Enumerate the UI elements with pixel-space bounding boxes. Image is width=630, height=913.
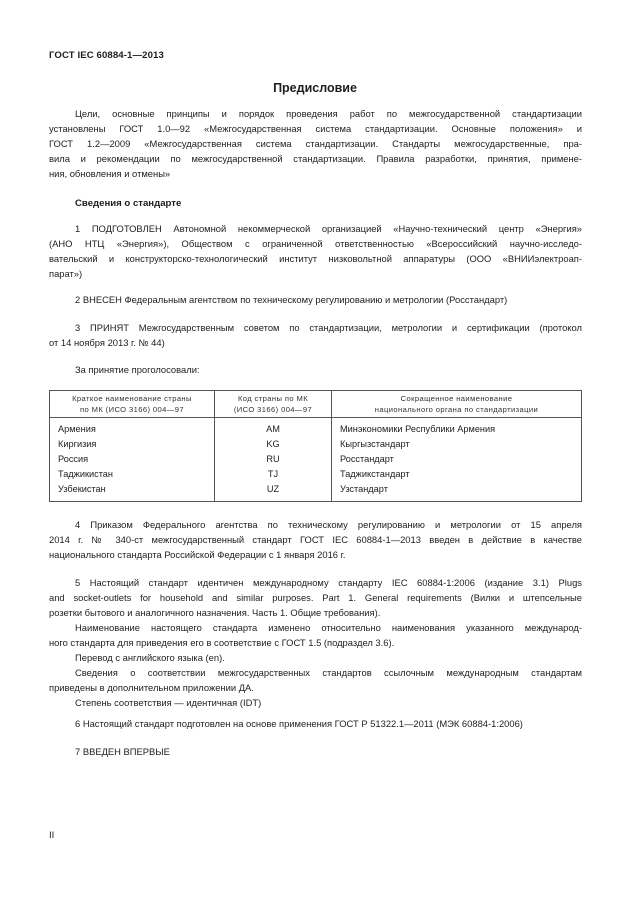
body-cell: Росстандарт [332,452,582,467]
voting-countries-table [49,390,582,502]
table-row [50,418,582,438]
body-cell: Минэкономики Республики Армения [332,418,582,438]
item-1-line: (АНО НТЦ «Энергия»), Обществом с ограниченной ответственностью «Всероссийский научно-исследо- [49,238,582,249]
page-number: II [49,830,55,841]
item-5-line: and socket-outlets for household and similar purposes. Part 1. General requirements (Вилки и штепсельные [49,592,582,603]
intro-line: ГОСТ 1.2—2009 «Межгосударственная система стандартизации. Стандарты межгосударственные, пра- [49,138,582,149]
intro-paragraph [49,106,582,181]
intro-line: вила и рекомендации по межгосударственной стандартизации. Правила разработки, принятия, примене- [49,153,582,164]
item-7-line: 7 ВВЕДЕН ВПЕРВЫЕ [75,746,170,757]
code-cell: RU [215,452,332,467]
item-3-line: от 14 ноября 2013 г. № 44) [49,337,165,348]
code-cell: TJ [215,467,332,482]
code-cell: KG [215,437,332,452]
item-1-line: вательский и конструкторско-технологический институт низковольтной аппаратуры (ООО «ВНИИэлектроап- [49,253,582,264]
table-row [50,437,582,452]
item-5-paragraph [49,575,582,710]
item-6-line: 6 Настоящий стандарт подготовлен на основе применения ГОСТ Р 51322.1—2011 (МЭК 60884-1:2006) [75,718,523,729]
item-5-name-line: ного стандарта для приведения его в соответствие с ГОСТ 1.5 (подраздел 3.6). [49,637,395,648]
item-1-line: 1 ПОДГОТОВЛЕН Автономной некоммерческой организацией «Научно-технический центр «Энергия» [75,223,582,234]
table-row [50,467,582,482]
item-1-paragraph [49,221,582,281]
column-header-country: Краткое наименование страны по МК (ИСО 3166) 004—97 [50,391,215,418]
item-5-line: 5 Настоящий стандарт идентичен международному стандарту IEC 60884-1:2006 (издание 3.1) Plugs [75,577,582,588]
column-header-code: Код страны по МК (ИСО 3166) 004—97 [215,391,332,418]
country-cell: Киргизия [50,437,215,452]
voting-label: За принятие проголосовали: [75,364,200,375]
item-4-line: 4 Приказом Федерального агентства по техническому регулированию и метрологии от 15 апреля [75,519,582,530]
item-2-line: 2 ВНЕСЕН Федеральным агентством по техническому регулированию и метрологии (Росстандарт) [75,294,508,305]
item-4-line: национального стандарта Российской Федерации с 1 января 2016 г. [49,549,346,560]
item-7-paragraph [49,744,582,759]
intro-line: ния, обновления и отмены» [49,168,171,179]
section-title: Сведения о стандарте [75,198,182,209]
item-6-paragraph [49,716,582,731]
country-cell: Россия [50,452,215,467]
table-row [50,482,582,502]
country-cell: Таджикистан [50,467,215,482]
item-4-paragraph [49,517,582,562]
body-cell: Кыргызстандарт [332,437,582,452]
document-code-header: ГОСТ IEC 60884-1—2013 [49,50,164,61]
item-5-conformity-line: Степень соответствия — идентичная (IDT) [75,697,262,708]
body-cell: Таджикстандарт [332,467,582,482]
table-row [50,452,582,467]
item-5-name-line: Наименование настоящего стандарта изменено относительно наименования указанного международ- [75,622,582,633]
country-cell: Узбекистан [50,482,215,502]
body-cell: Узстандарт [332,482,582,502]
intro-line: установлены ГОСТ 1.0—92 «Межгосударственная система стандартизации. Основные положения» и [49,123,582,134]
item-5-line: розетки бытового и аналогичного назначения. Часть 1. Общие требования). [49,607,381,618]
country-cell: Армения [50,418,215,438]
item-5-translation-line: Перевод с английского языка (en). [75,652,225,663]
code-cell: AM [215,418,332,438]
item-5-references-line: Сведения о соответствии межгосударственных стандартов ссылочным международным стандартам [75,667,582,678]
code-cell: UZ [215,482,332,502]
item-4-line: 2014 г. № 340-ст межгосударственный стандарт ГОСТ IEC 60884-1—2013 введен в действие в качестве [49,534,582,545]
intro-line: Цели, основные принципы и порядок проведения работ по межгосударственной стандартизации [75,108,582,119]
item-1-line: парат») [49,268,83,279]
table-header-row [50,391,582,418]
item-5-references-line: приведены в дополнительном приложении ДА. [49,682,254,693]
item-2-paragraph [49,292,582,307]
item-3-line: 3 ПРИНЯТ Межгосударственным советом по стандартизации, метрологии и сертификации (протокол [75,322,582,333]
column-header-body: Сокращенное наименование национального органа по стандартизации [332,391,582,418]
page-title: Предисловие [273,81,357,95]
item-3-paragraph [49,320,582,350]
